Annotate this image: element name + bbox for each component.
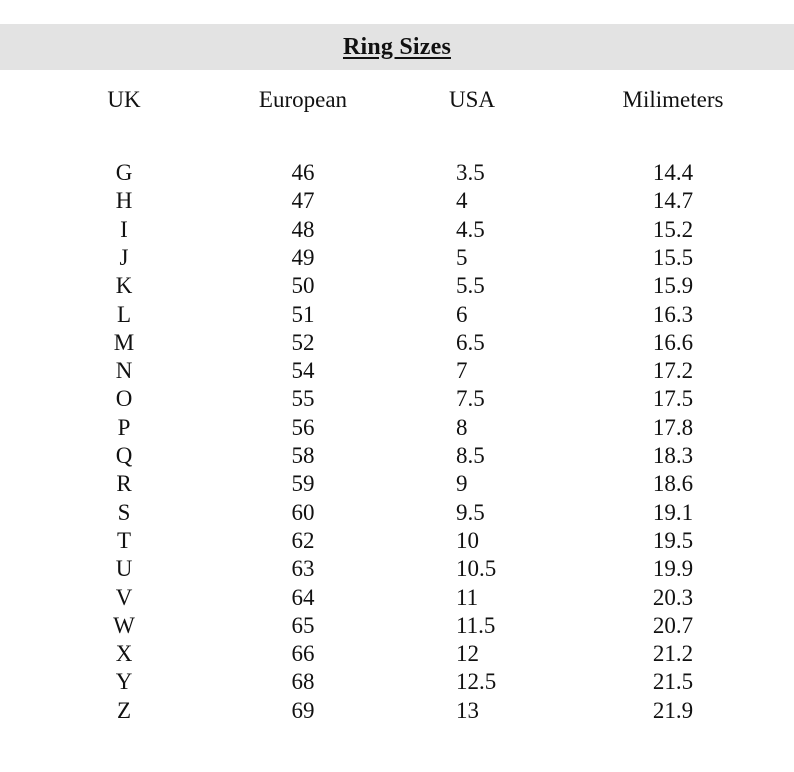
cell-usa: 11.5 [456,612,496,638]
title-bar [0,24,794,70]
cell-usa: 8.5 [456,443,485,468]
cell-uk: M [113,329,135,355]
cell-european: 49 [291,244,315,270]
cell-uk: V [115,584,133,610]
cell-usa: 8 [456,414,468,440]
cell-usa: 13 [456,697,479,723]
cell-usa: 6.5 [456,329,485,355]
cell-european: 64 [291,584,315,610]
cell-european: 60 [291,499,315,525]
cell-millimeters: 20.3 [652,584,694,610]
column-header-millimeters: Milimeters [622,87,724,112]
cell-millimeters: 18.3 [652,443,694,468]
cell-usa: 9.5 [456,499,485,525]
cell-millimeters: 17.5 [652,386,694,412]
cell-european: 63 [291,556,315,582]
column-header-usa: USA [449,87,496,112]
cell-millimeters: 18.6 [652,471,694,497]
cell-uk: T [116,527,132,553]
cell-uk: R [116,471,132,497]
cell-european: 65 [291,612,315,638]
cell-uk: Z [116,697,132,723]
cell-usa: 5 [456,244,468,270]
cell-usa: 6 [456,301,468,327]
cell-uk: I [120,216,128,242]
cell-usa: 5.5 [456,273,485,299]
cell-european: 58 [291,443,315,468]
cell-european: 51 [291,301,315,327]
cell-uk: H [115,188,133,214]
cell-millimeters: 17.2 [652,358,694,384]
cell-millimeters: 15.2 [652,216,694,242]
cell-uk: J [119,244,129,270]
cell-usa: 10 [456,527,479,553]
column-header-european: European [258,87,348,112]
cell-millimeters: 15.9 [652,273,694,299]
column-header-uk: UK [107,87,141,112]
cell-millimeters: 19.1 [652,499,694,525]
cell-uk: G [115,160,133,185]
cell-millimeters: 21.2 [652,641,694,667]
cell-millimeters: 14.7 [652,188,694,214]
cell-millimeters: 20.7 [652,612,694,638]
cell-uk: O [115,386,133,412]
cell-usa: 7.5 [456,386,485,412]
cell-millimeters: 19.5 [652,527,694,553]
cell-european: 48 [291,216,315,242]
cell-usa: 12.5 [456,669,497,695]
cell-uk: X [115,641,133,667]
cell-european: 62 [291,527,315,553]
cell-usa: 4.5 [456,216,485,242]
cell-european: 69 [291,697,315,723]
cell-millimeters: 15.5 [652,244,694,270]
cell-uk: W [113,612,135,638]
cell-european: 56 [291,414,315,440]
cell-usa: 9 [456,471,468,497]
cell-millimeters: 19.9 [652,556,694,582]
cell-european: 66 [291,641,315,667]
cell-uk: Q [115,443,133,468]
cell-millimeters: 21.9 [652,697,694,723]
cell-usa: 11 [456,584,479,610]
cell-european: 55 [291,386,315,412]
cell-european: 68 [291,669,315,695]
cell-uk: P [117,414,131,440]
page-title: Ring Sizes [342,33,451,60]
cell-usa: 3.5 [456,160,485,185]
cell-millimeters: 21.5 [652,669,694,695]
cell-european: 59 [291,471,315,497]
cell-usa: 4 [456,188,468,214]
cell-uk: N [115,358,133,384]
cell-european: 52 [291,329,315,355]
cell-millimeters: 16.3 [652,301,694,327]
cell-european: 46 [291,160,315,185]
cell-uk: Y [115,669,133,695]
cell-millimeters: 17.8 [652,414,694,440]
cell-usa: 7 [456,358,468,384]
cell-usa: 12 [456,641,479,667]
cell-uk: K [115,273,133,299]
cell-european: 54 [291,358,315,384]
cell-uk: L [116,301,132,327]
cell-uk: S [117,499,131,525]
cell-uk: U [115,556,133,582]
cell-millimeters: 14.4 [652,160,694,185]
cell-millimeters: 16.6 [652,329,694,355]
cell-usa: 10.5 [456,556,497,582]
cell-european: 50 [291,273,315,299]
cell-european: 47 [291,188,315,214]
